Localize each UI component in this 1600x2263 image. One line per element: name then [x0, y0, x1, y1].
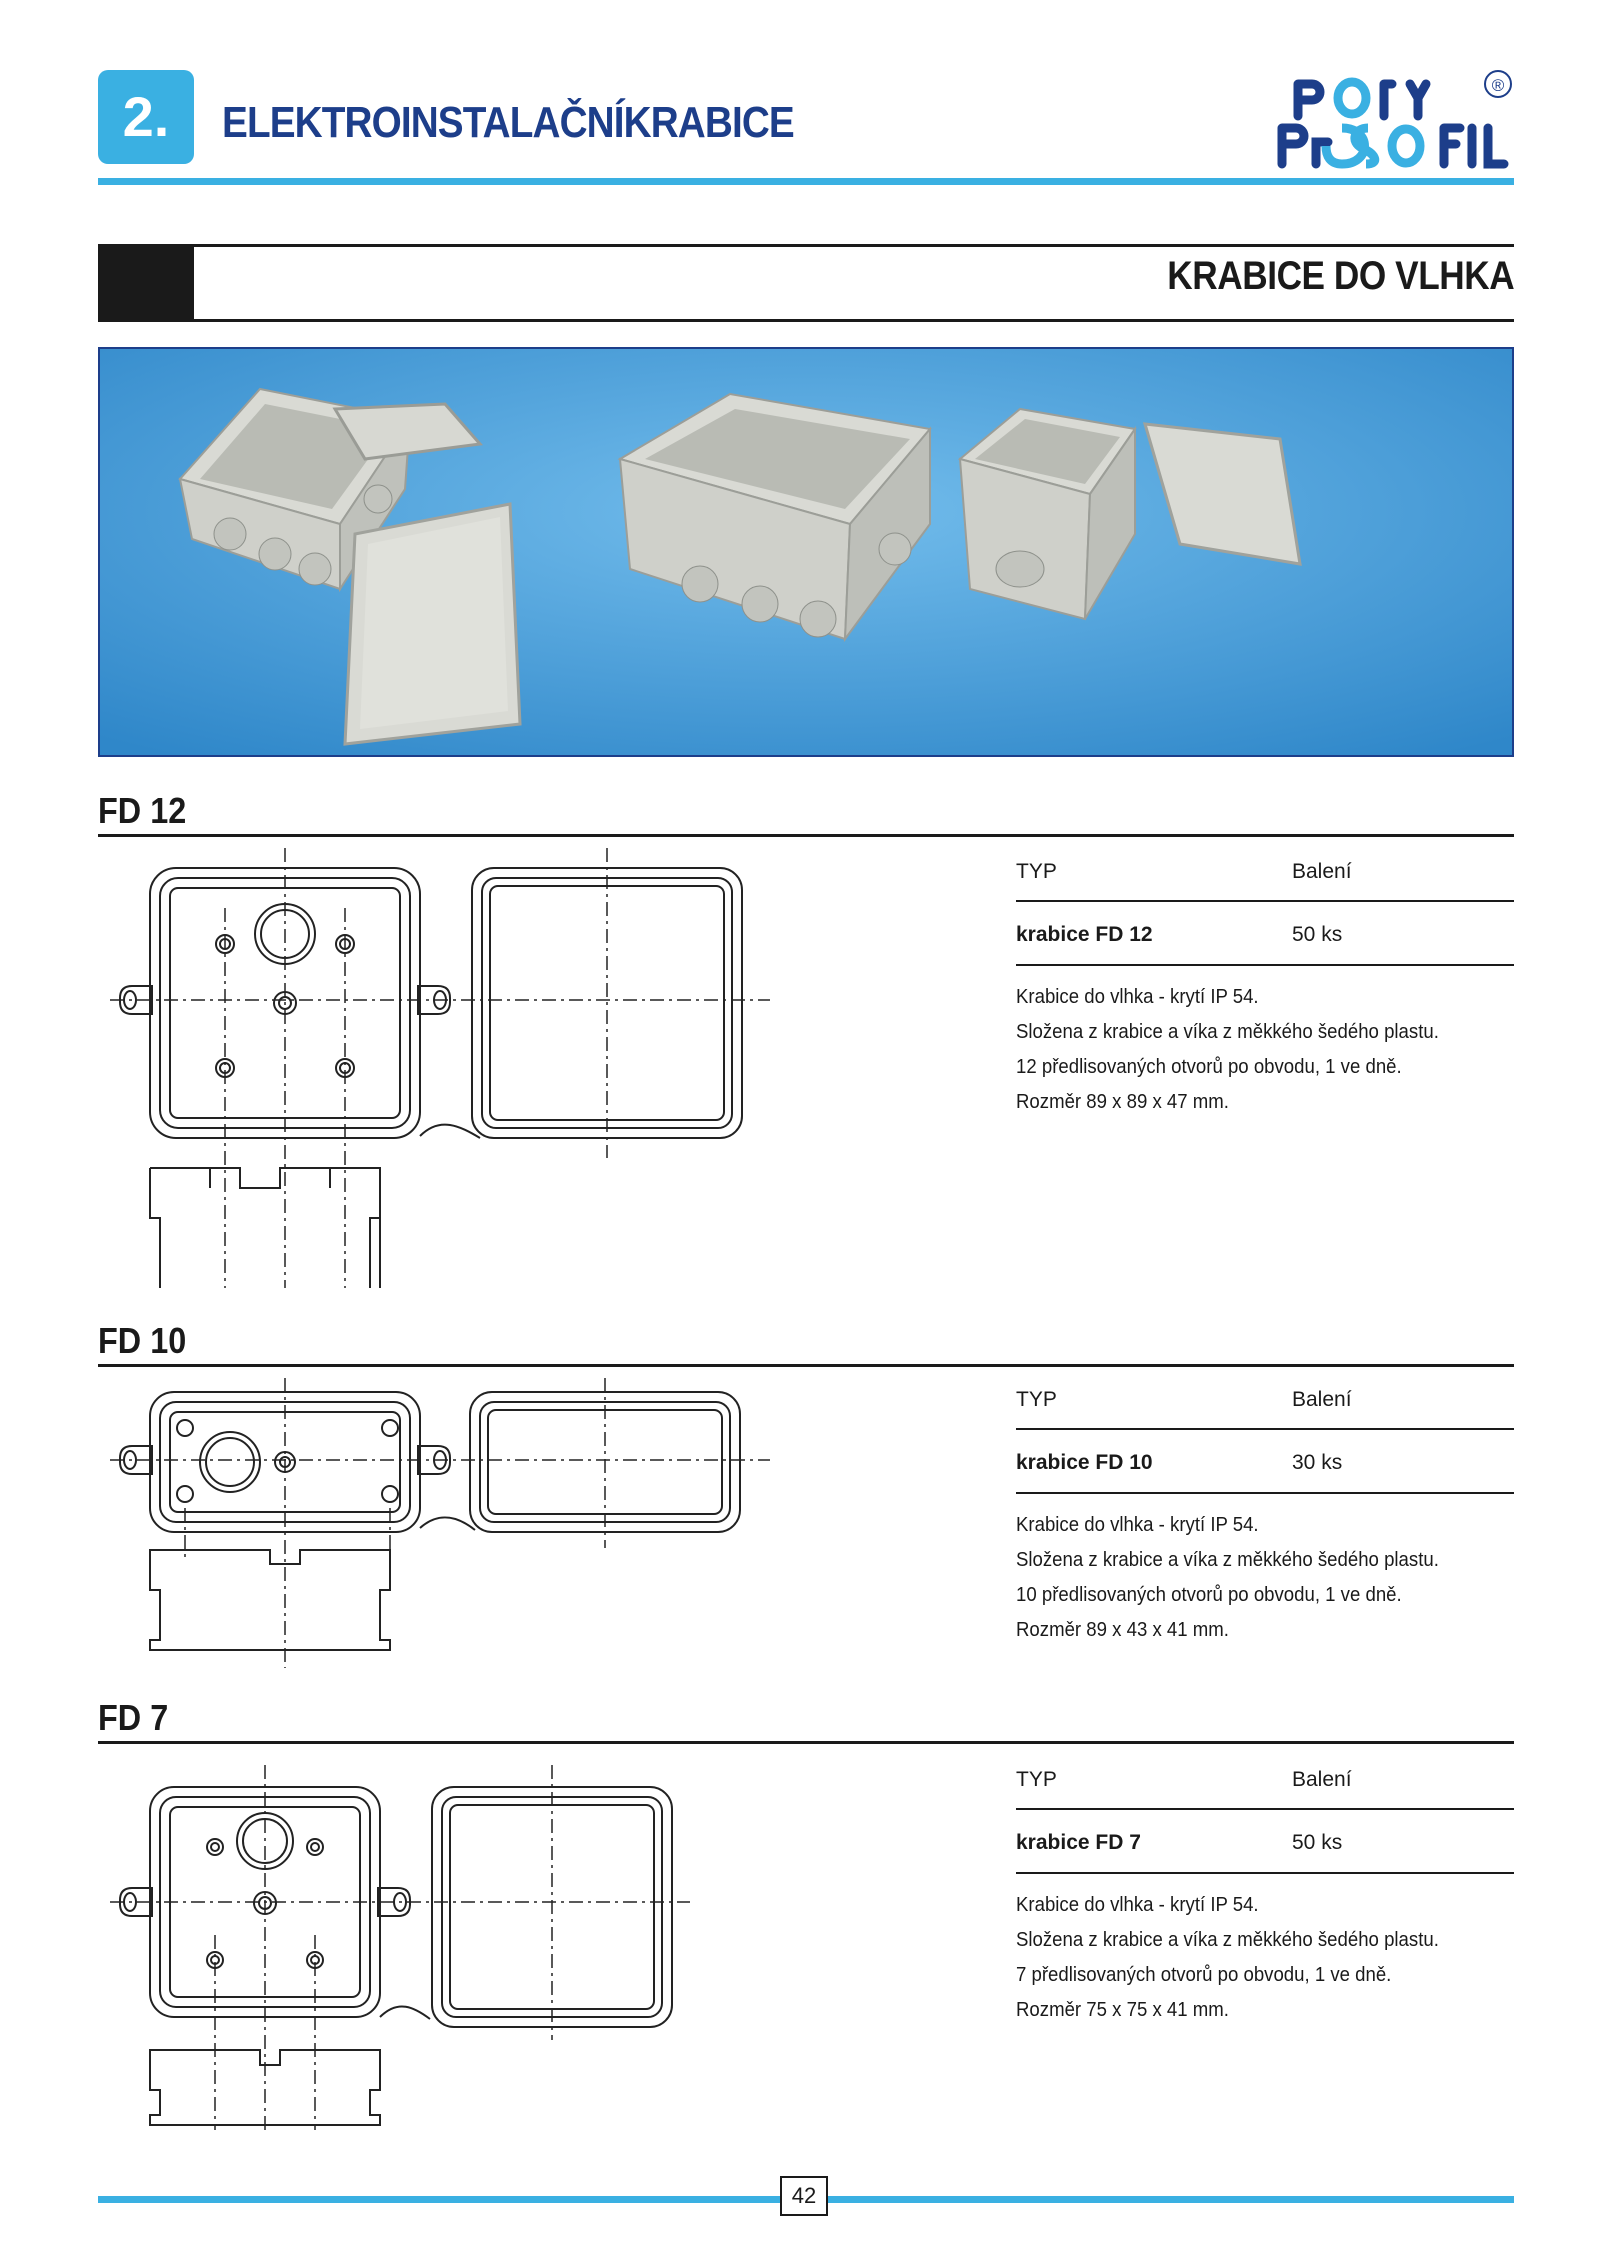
description-line: Rozměr 89 x 43 x 41 mm. — [1016, 1619, 1229, 1641]
product-title-fd12: FD 12 — [98, 790, 187, 831]
section-marker — [98, 247, 194, 319]
table-rule — [1016, 1808, 1514, 1810]
table-rule — [1016, 1492, 1514, 1494]
description-line: Rozměr 89 x 89 x 47 mm. — [1016, 1091, 1229, 1113]
registered-mark: ® — [1491, 76, 1505, 95]
page-number: 42 — [780, 2176, 828, 2216]
chapter-number-badge: 2. — [98, 70, 194, 164]
table-header-packaging: Balení — [1292, 860, 1352, 883]
technical-drawing-fd12 — [110, 848, 780, 1288]
table-header-type: TYP — [1016, 860, 1057, 883]
product-packaging-fd10: 30 ks — [1292, 1451, 1343, 1474]
table-rule — [1016, 900, 1514, 902]
description-line: 10 předlisovaných otvorů po obvodu, 1 ve dně. — [1016, 1584, 1402, 1606]
description-line: Rozměr 75 x 75 x 41 mm. — [1016, 1999, 1229, 2021]
product-description-fd10 — [1016, 1508, 1439, 1648]
product-description-fd7 — [1016, 1888, 1439, 2028]
description-line: Složena z krabice a víka z měkkého šedého plastu. — [1016, 1929, 1439, 1951]
table-header-packaging: Balení — [1292, 1388, 1352, 1411]
description-line: Složena z krabice a víka z měkkého šedého plastu. — [1016, 1021, 1439, 1043]
table-rule — [1016, 1428, 1514, 1430]
table-rule — [1016, 964, 1514, 966]
product-title-fd10: FD 10 — [98, 1320, 187, 1361]
description-line: 7 předlisovaných otvorů po obvodu, 1 ve dně. — [1016, 1964, 1392, 1986]
table-header-type: TYP — [1016, 1388, 1057, 1411]
section-title: KRABICE DO VLHKA — [1167, 254, 1514, 298]
product-type-fd7: krabice FD 7 — [1016, 1831, 1141, 1854]
polyprofil-logo — [1276, 64, 1512, 172]
table-header-type: TYP — [1016, 1768, 1057, 1791]
product-description-fd12 — [1016, 980, 1439, 1120]
product-rule — [98, 834, 1514, 837]
description-line: Krabice do vlhka - krytí IP 54. — [1016, 1514, 1259, 1536]
product-packaging-fd7: 50 ks — [1292, 1831, 1343, 1854]
table-rule — [1016, 1872, 1514, 1874]
table-header-packaging: Balení — [1292, 1768, 1352, 1791]
product-rule — [98, 1364, 1514, 1367]
description-line: 12 předlisovaných otvorů po obvodu, 1 ve dně. — [1016, 1056, 1402, 1078]
technical-drawing-fd10 — [110, 1378, 780, 1668]
description-line: Složena z krabice a víka z měkkého šedého plastu. — [1016, 1549, 1439, 1571]
product-packaging-fd12: 50 ks — [1292, 923, 1343, 946]
header-rule — [98, 178, 1514, 185]
description-line: Krabice do vlhka - krytí IP 54. — [1016, 1894, 1259, 1916]
product-type-fd10: krabice FD 10 — [1016, 1451, 1153, 1474]
product-photo — [98, 347, 1514, 757]
product-title-fd7: FD 7 — [98, 1697, 169, 1738]
product-type-fd12: krabice FD 12 — [1016, 923, 1153, 946]
description-line: Krabice do vlhka - krytí IP 54. — [1016, 986, 1259, 1008]
chapter-title: ELEKTROINSTALAČNÍKRABICE — [222, 98, 794, 147]
technical-drawing-fd7 — [110, 1755, 710, 2130]
product-rule — [98, 1741, 1514, 1744]
